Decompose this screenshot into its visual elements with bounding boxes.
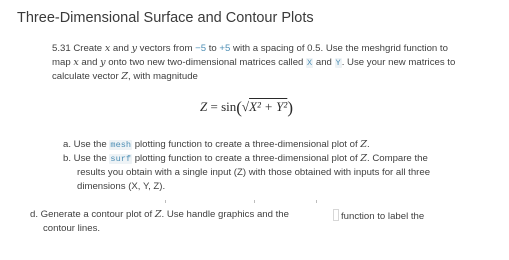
text: and: [313, 57, 335, 68]
problem-line-2: [52, 57, 455, 69]
code-X: X: [307, 58, 313, 68]
text: function to label the: [341, 211, 425, 222]
eq-lhs: Z: [200, 99, 208, 114]
eq-close-paren: ): [287, 98, 293, 117]
text: and: [110, 43, 132, 54]
problem-line-1: [52, 43, 448, 55]
text: 5.31 Create: [52, 43, 105, 54]
text: d. Generate a contour plot of: [30, 209, 155, 220]
part-d-line-2: contour lines.: [43, 223, 101, 234]
text: map: [52, 57, 74, 68]
faint-mark: [165, 200, 166, 203]
part-d-line-1-end: [333, 209, 424, 223]
code-Y: Y: [335, 58, 341, 68]
text: . Compare the: [366, 153, 428, 164]
eq-radicand: X² + Y²: [249, 99, 288, 114]
text: with a spacing of 0.5. Use the meshgrid function to: [230, 43, 448, 54]
missing-function-box: [333, 209, 339, 221]
text: plotting function to create a three-dimensional plot of: [132, 139, 361, 150]
equation: [200, 98, 293, 118]
problem-line-3: [52, 71, 198, 83]
var-y: y: [100, 57, 106, 68]
var-Z: Z: [360, 153, 367, 164]
faint-mark: [316, 200, 317, 203]
eq-open-paren: (: [236, 98, 242, 117]
text: onto two new two-dimensional matrices called: [105, 57, 307, 68]
var-y: y: [131, 43, 137, 54]
var-x: x: [73, 57, 79, 68]
text: . Use your new matrices to: [341, 57, 456, 68]
part-b-line-2: results you obtain with a single input (Z) with those obtained with inputs for all three: [77, 167, 431, 178]
part-b-line-3: dimensions (X, Y, Z).: [77, 181, 166, 192]
text: vectors from: [137, 43, 196, 54]
eq-sin: = sin: [207, 99, 237, 114]
page-title: Three-Dimensional Surface and Contour Plots: [17, 10, 314, 26]
value-neg5: −5: [195, 43, 207, 54]
text: a. Use the: [63, 139, 110, 150]
code-mesh: mesh: [110, 140, 132, 150]
var-Z: Z: [154, 209, 162, 220]
text: and: [78, 57, 101, 68]
text: , with magnitude: [128, 71, 198, 82]
part-b-line-1: [63, 153, 428, 165]
sqrt-symbol: √: [241, 99, 250, 114]
part-d-line-1: [30, 209, 289, 221]
text: plotting function to create a three-dimensional plot of: [132, 153, 361, 164]
text: calculate vector: [52, 71, 122, 82]
value-pos5: +5: [219, 43, 231, 54]
part-a: [63, 139, 370, 151]
var-Z: Z: [360, 139, 367, 150]
var-Z: Z: [121, 71, 128, 82]
text: to: [206, 43, 220, 54]
text: . Use handle graphics and the: [161, 209, 289, 220]
var-x: x: [104, 43, 111, 54]
text: b. Use the: [63, 153, 110, 164]
code-surf: surf: [110, 154, 132, 164]
text: .: [366, 139, 370, 150]
faint-mark: [254, 200, 255, 203]
